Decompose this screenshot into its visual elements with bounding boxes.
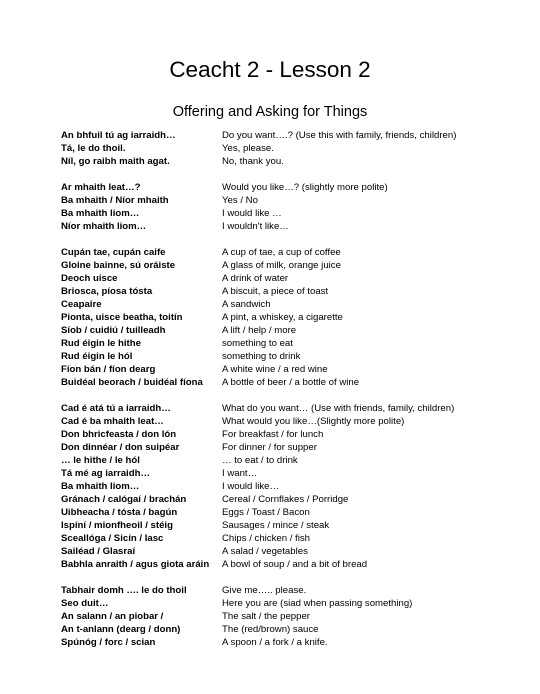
english-translation: something to drink <box>222 351 301 362</box>
irish-phrase: … le hithe / le hól <box>61 455 140 466</box>
irish-phrase: An salann / an piobar / <box>61 611 164 622</box>
phrase-row <box>61 220 501 233</box>
irish-phrase: Ar mhaith leat…? <box>61 182 141 193</box>
phrase-row <box>61 272 501 285</box>
phrase-row <box>61 350 501 363</box>
phrase-list <box>61 129 501 662</box>
english-translation: I would like … <box>222 208 282 219</box>
english-translation: Give me….. please. <box>222 585 307 596</box>
irish-phrase: Ceapaire <box>61 299 102 310</box>
phrase-row <box>61 610 501 623</box>
irish-phrase: Níor mhaith liom… <box>61 221 147 232</box>
irish-phrase: Níl, go raibh maith agat. <box>61 156 170 167</box>
irish-phrase: Gránach / calógaí / brachán <box>61 494 187 505</box>
english-translation: something to eat <box>222 338 293 349</box>
english-translation: A sandwich <box>222 299 271 310</box>
phrase-group <box>61 129 501 168</box>
irish-phrase: Cad é atá tú a iarraidh… <box>61 403 171 414</box>
irish-phrase: Cupán tae, cupán caife <box>61 247 166 258</box>
english-translation: Chips / chicken / fish <box>222 533 310 544</box>
english-translation: … to eat / to drink <box>222 455 298 466</box>
phrase-row <box>61 519 501 532</box>
phrase-row <box>61 597 501 610</box>
english-translation: Yes / No <box>222 195 258 206</box>
english-translation: A bowl of soup / and a bit of bread <box>222 559 368 570</box>
phrase-row <box>61 194 501 207</box>
phrase-row <box>61 155 501 168</box>
irish-phrase: Babhla anraith / agus giota aráin <box>61 559 210 570</box>
phrase-row <box>61 246 501 259</box>
english-translation: A salad / vegetables <box>222 546 308 557</box>
english-translation: What would you like…(Slightly more polite) <box>222 416 405 427</box>
phrase-row <box>61 584 501 597</box>
english-translation: Cereal / Cornflakes / Porridge <box>222 494 349 505</box>
irish-phrase: Rud éigin le hól <box>61 351 133 362</box>
english-translation: A glass of milk, orange juice <box>222 260 341 271</box>
phrase-row <box>61 441 501 454</box>
english-translation: A spoon / a fork / a knife. <box>222 637 328 648</box>
phrase-row <box>61 480 501 493</box>
irish-phrase: Don dinnéar / don suipéar <box>61 442 180 453</box>
irish-phrase: Síob / cuidiú / tuilleadh <box>61 325 166 336</box>
english-translation: Sausages / mince / steak <box>222 520 330 531</box>
english-translation: A white wine / a red wine <box>222 364 328 375</box>
english-translation: I would like… <box>222 481 280 492</box>
english-translation: I wouldn't like… <box>222 221 289 232</box>
phrase-group <box>61 181 501 233</box>
irish-phrase: Ba mhaith liom… <box>61 208 140 219</box>
phrase-row <box>61 142 501 155</box>
phrase-row <box>61 402 501 415</box>
english-translation: A pint, a whiskey, a cigarette <box>222 312 343 323</box>
irish-phrase: Fíon bán / fíon dearg <box>61 364 156 375</box>
phrase-row <box>61 181 501 194</box>
phrase-row <box>61 493 501 506</box>
irish-phrase: Briosca, píosa tósta <box>61 286 153 297</box>
phrase-row <box>61 298 501 311</box>
irish-phrase: Sailéad / Glasraí <box>61 546 136 557</box>
english-translation: Yes, please. <box>222 143 274 154</box>
english-translation: What do you want… (Use with friends, family, children) <box>222 403 455 414</box>
english-translation: A drink of water <box>222 273 289 284</box>
english-translation: For dinner / for supper <box>222 442 317 453</box>
english-translation: For breakfast / for lunch <box>222 429 324 440</box>
irish-phrase: Spúnóg / forc / scian <box>61 637 156 648</box>
english-translation: Here you are (siad when passing something) <box>222 598 413 609</box>
phrase-row <box>61 428 501 441</box>
english-translation: A cup of tae, a cup of coffee <box>222 247 341 258</box>
irish-phrase: An bhfuil tú ag iarraidh… <box>61 130 176 141</box>
irish-phrase: Don bhricfeasta / don lón <box>61 429 177 440</box>
english-translation: Do you want….? (Use this with family, friends, children) <box>222 130 457 141</box>
irish-phrase: Gloine bainne, sú oráiste <box>61 260 176 271</box>
irish-phrase: Tá mé ag iarraidh… <box>61 468 151 479</box>
page-title: Ceacht 2 - Lesson 2 <box>169 57 371 82</box>
phrase-row <box>61 558 501 571</box>
irish-phrase: Deoch uisce <box>61 273 118 284</box>
irish-phrase: Cad é ba mhaith leat… <box>61 416 164 427</box>
english-translation: No, thank you. <box>222 156 284 167</box>
english-translation: A biscuit, a piece of toast <box>222 286 329 297</box>
irish-phrase: Ba mhaith / Níor mhaith <box>61 195 169 206</box>
phrase-group <box>61 246 501 389</box>
phrase-row <box>61 285 501 298</box>
english-translation: I want… <box>222 468 258 479</box>
phrase-row <box>61 324 501 337</box>
irish-phrase: Ispíní / mionfheoil / stéig <box>61 520 173 531</box>
phrase-row <box>61 363 501 376</box>
phrase-row <box>61 337 501 350</box>
irish-phrase: An t-anlann (dearg / donn) <box>61 624 181 635</box>
irish-phrase: Ba mhaith liom… <box>61 481 140 492</box>
english-translation: Would you like…? (slightly more polite) <box>222 182 388 193</box>
irish-phrase: Tá, le do thoil. <box>61 143 126 154</box>
phrase-group <box>61 402 501 571</box>
phrase-row <box>61 415 501 428</box>
irish-phrase: Uibheacha / tósta / bagún <box>61 507 178 518</box>
english-translation: Eggs / Toast / Bacon <box>222 507 310 518</box>
phrase-row <box>61 259 501 272</box>
phrase-row <box>61 467 501 480</box>
section-heading: Offering and Asking for Things <box>172 104 368 120</box>
english-translation: The (red/brown) sauce <box>222 624 319 635</box>
phrase-row <box>61 636 501 649</box>
phrase-row <box>61 311 501 324</box>
phrase-row <box>61 532 501 545</box>
phrase-row <box>61 376 501 389</box>
english-translation: A bottle of beer / a bottle of wine <box>222 377 360 388</box>
irish-phrase: Pionta, uisce beatha, toitín <box>61 312 183 323</box>
english-translation: The salt / the pepper <box>222 611 310 622</box>
phrase-row <box>61 454 501 467</box>
irish-phrase: Buidéal beorach / buidéal fíona <box>61 377 203 388</box>
irish-phrase: Tabhair domh …. le do thoil <box>61 585 187 596</box>
phrase-row <box>61 623 501 636</box>
phrase-row <box>61 545 501 558</box>
phrase-row <box>61 506 501 519</box>
irish-phrase: Sceallóga / Sicín / Iasc <box>61 533 164 544</box>
english-translation: A lift / help / more <box>222 325 297 336</box>
phrase-row <box>61 207 501 220</box>
phrase-group <box>61 584 501 649</box>
phrase-row <box>61 129 501 142</box>
irish-phrase: Seo duit… <box>61 598 109 609</box>
irish-phrase: Rud éigin le hithe <box>61 338 141 349</box>
